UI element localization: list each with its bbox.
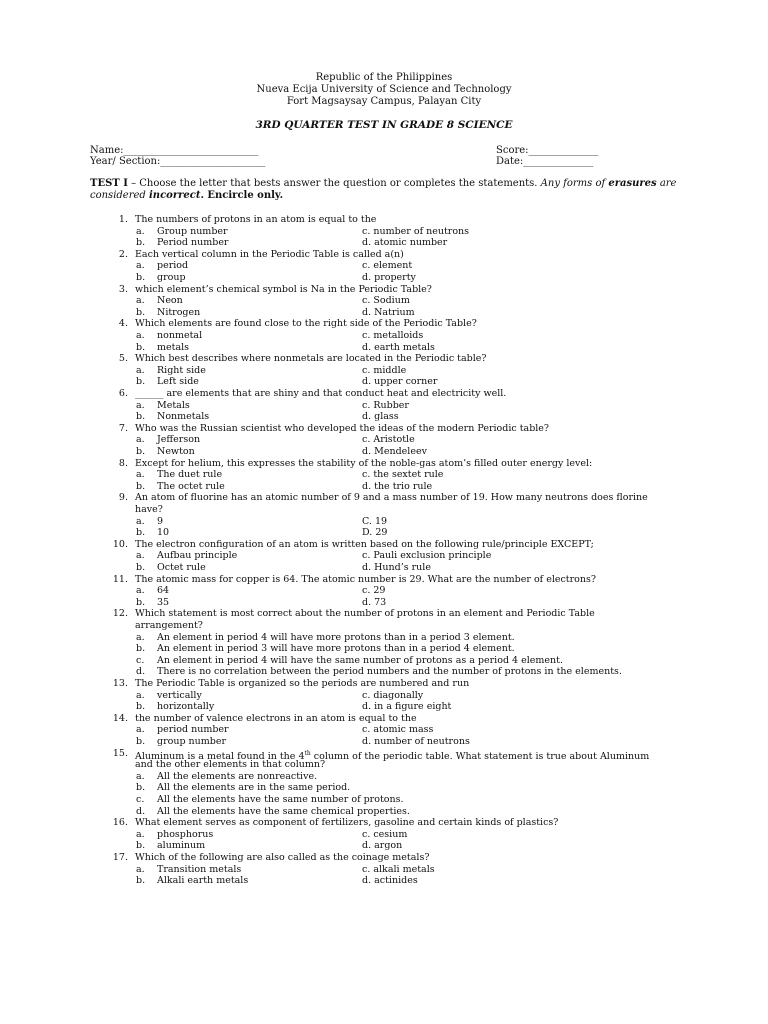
option-text: phosphorus [157, 828, 214, 840]
question-number: 2. [118, 248, 128, 260]
question-text: Which best describes where nonmetals are located in the Periodic table? [135, 353, 487, 365]
option-text: Nonmetals [157, 411, 210, 423]
option-letter: a. [136, 631, 145, 643]
option-text: c. 29 [362, 585, 386, 597]
option-text: Right side [157, 364, 206, 376]
option-letter: a. [136, 399, 145, 411]
option-text: d. actinides [362, 875, 418, 887]
option-text: 35 [157, 596, 170, 608]
option-letter: a. [136, 550, 145, 562]
option-text: period [157, 260, 189, 272]
option-text: horizontally [157, 701, 215, 713]
option-text: d. argon [362, 840, 403, 852]
option-text: c. alkali metals [362, 863, 435, 875]
option-letter: a. [136, 295, 145, 307]
option-text: d. Hund’s rule [362, 562, 431, 573]
option-letter: b. [136, 411, 146, 423]
option-text: d. glass [362, 411, 399, 423]
instructions-erasures: erasures [608, 178, 657, 189]
option-text: Aufbau principle [157, 550, 238, 562]
option-text: Period number [157, 237, 229, 249]
question-text: ______ are elements that are shiny and that conduct heat and electricity well. [135, 388, 507, 399]
question-number: 9. [118, 492, 128, 504]
question-text: What element serves as component of fertilizers, gasoline and certain kinds of plastics? [135, 817, 559, 829]
option-text: An element in period 4 will have more protons than in a period 3 element. [157, 631, 515, 643]
option-letter: b. [136, 782, 146, 794]
option-text: group [157, 272, 186, 283]
option-letter: a. [136, 469, 145, 481]
option-letter: d. [136, 805, 146, 817]
option-text: c. atomic mass [362, 724, 434, 736]
option-letter: a. [136, 364, 145, 376]
question-number: 5. [118, 353, 128, 365]
option-letter: b. [136, 341, 146, 353]
question-text: Which statement is most correct about the number of protons in an element and Periodic Table [135, 608, 595, 620]
question-number: 8. [118, 457, 128, 469]
option-letter: a. [136, 330, 145, 341]
option-text: An element in period 4 will have the same number of protons as a period 4 element. [157, 654, 563, 666]
header-university: Nueva Ecija University of Science and Technology [256, 84, 512, 95]
option-letter: b. [136, 736, 146, 747]
option-text: c. Pauli exclusion principle [362, 550, 492, 562]
option-text: d. in a figure eight [362, 701, 452, 713]
option-text: c. Rubber [362, 399, 409, 411]
option-letter: a. [136, 689, 145, 701]
question-number: 13. [112, 678, 128, 689]
option-letter: b. [136, 237, 146, 249]
name-field: Name:___________________________ [90, 145, 259, 156]
option-text: Metals [157, 399, 190, 411]
option-text: c. Sodium [362, 295, 410, 307]
question-text: the number of valence electrons in an atom is equal to the [135, 712, 417, 724]
option-text: The duet rule [157, 469, 223, 481]
instructions-text: – Choose the letter that bests answer the question or completes the statements. [127, 178, 541, 189]
instructions-italic-b: are considered [90, 178, 677, 201]
option-text: c. the sextet rule [362, 469, 444, 481]
option-text: c. metalloids [362, 330, 424, 341]
option-text: c. cesium [362, 828, 408, 840]
question-number: 6. [118, 388, 128, 399]
option-text: Octet rule [157, 562, 206, 573]
question-text: have? [135, 504, 163, 515]
question-number: 7. [118, 422, 128, 434]
option-letter: a. [136, 828, 145, 840]
date-field: Date:______________ [496, 156, 594, 167]
question-text: arrangement? [135, 620, 203, 631]
option-text: Newton [157, 446, 195, 457]
option-text: period number [157, 724, 229, 736]
option-letter: a. [136, 585, 145, 597]
option-text: c. element [362, 260, 413, 272]
question-number: 17. [112, 852, 128, 863]
option-text: nonmetal [157, 330, 203, 341]
question-text: Except for helium, this expresses the stability of the noble-gas atom’s filled outer energy level: [135, 457, 593, 469]
option-letter: a. [136, 434, 145, 446]
question-number: 11. [112, 573, 128, 585]
option-letter: a. [136, 770, 145, 782]
question-number: 1. [118, 214, 128, 225]
question-text: The Periodic Table is organized so the periods are numbered and run [135, 678, 470, 689]
option-text: c. middle [362, 364, 407, 376]
option-text: Neon [157, 295, 183, 307]
option-text: Transition metals [157, 863, 242, 875]
option-text: c. Aristotle [362, 434, 415, 446]
option-text: The octet rule [157, 480, 225, 492]
header-campus: Fort Magsaysay Campus, Palayan City [286, 96, 482, 107]
score-field: Score:______________ [496, 145, 599, 156]
instructions-incorrect: incorrect [149, 190, 201, 201]
option-text: d. atomic number [362, 237, 448, 249]
option-text: group number [157, 736, 227, 747]
option-letter: b. [136, 272, 146, 283]
question-text: and the other elements in that column? [135, 759, 326, 771]
option-text: vertically [157, 689, 202, 701]
option-text: There is no correlation between the period numbers and the number of protons in the elements. [157, 666, 622, 678]
question-text: The electron configuration of an atom is written based on the following rule/principle EXCEPT; [135, 538, 594, 550]
option-letter: b. [136, 306, 146, 318]
test-label: TEST I [90, 178, 128, 189]
question-text: Each vertical column in the Periodic Table is called a(n) [135, 248, 404, 260]
question-number: 10. [112, 538, 128, 550]
option-text: c. number of neutrons [362, 225, 470, 237]
option-text: d. Natrium [362, 306, 415, 318]
question-text: An atom of fluorine has an atomic number of 9 and a mass number of 19. How many neutrons does florine [135, 492, 648, 504]
year-section-field: Year/ Section:_____________________ [90, 156, 266, 167]
option-letter: b. [136, 643, 146, 655]
option-letter: a. [136, 724, 145, 736]
option-text: Group number [157, 225, 228, 237]
option-text: All the elements have the same number of protons. [157, 794, 404, 805]
test-instructions [90, 178, 690, 202]
option-text: d. earth metals [362, 341, 435, 353]
question-text: Who was the Russian scientist who developed the ideas of the modern Periodic table? [135, 422, 550, 434]
option-letter: c. [136, 794, 145, 805]
option-text: Left side [157, 376, 199, 388]
option-letter: b. [136, 701, 146, 713]
option-text: All the elements are nonreactive. [157, 770, 318, 782]
option-text: All the elements are in the same period. [157, 782, 351, 794]
option-text: d. Mendeleev [362, 446, 427, 457]
option-text: 10 [157, 527, 170, 539]
question-number: 4. [118, 318, 128, 330]
option-text: 64 [157, 585, 170, 597]
option-text: 9 [157, 515, 164, 527]
page-title: 3RD QUARTER TEST IN GRADE 8 SCIENCE [255, 119, 513, 131]
option-text: C. 19 [362, 515, 388, 527]
option-text: d. the trio rule [362, 480, 433, 492]
question-text: which element’s chemical symbol is Na in the Periodic Table? [135, 283, 432, 295]
header-republic: Republic of the Philippines [315, 72, 453, 83]
question-number: 3. [118, 283, 128, 295]
option-letter: b. [136, 840, 146, 852]
question-text: Which elements are found close to the right side of the Periodic Table? [135, 318, 477, 330]
option-text: c. diagonally [362, 689, 424, 701]
question-text: The atomic mass for copper is 64. The atomic number is 29. What are the number of electrons? [135, 573, 596, 585]
option-text: All the elements have the same chemical properties. [157, 805, 410, 817]
option-letter: b. [136, 527, 146, 539]
option-letter: a. [136, 863, 145, 875]
option-letter: a. [136, 225, 145, 237]
option-text: D. 29 [362, 527, 388, 539]
option-letter: b. [136, 480, 146, 492]
option-text: d. 73 [362, 596, 387, 608]
option-letter: b. [136, 596, 146, 608]
option-text: Jefferson [157, 434, 201, 446]
option-letter: b. [136, 376, 146, 388]
option-letter: b. [136, 875, 146, 887]
question-number: 12. [112, 608, 128, 620]
option-text: d. property [362, 272, 416, 283]
question-text: Aluminum is a metal found in the 4th column of the periodic table. What statement is true about Aluminum [135, 749, 650, 762]
question-number: 14. [112, 712, 128, 724]
option-letter: c. [136, 654, 145, 666]
option-text: An element in period 3 will have more protons than in a period 4 element. [157, 643, 515, 655]
option-letter: b. [136, 446, 146, 457]
option-letter: a. [136, 515, 145, 527]
option-text: metals [157, 341, 190, 353]
option-letter: a. [136, 260, 145, 272]
option-text: d. upper corner [362, 376, 438, 388]
option-text: Alkali earth metals [157, 875, 249, 887]
option-text: d. number of neutrons [362, 736, 470, 747]
option-letter: d. [136, 666, 146, 678]
option-letter: b. [136, 562, 146, 573]
instructions-tail: . Encircle only. [200, 190, 284, 201]
option-text: Nitrogen [157, 306, 201, 318]
instructions-italic-a: Any forms of [540, 178, 609, 189]
question-text: Which of the following are also called as the coinage metals? [135, 852, 430, 863]
question-number: 16. [112, 817, 128, 829]
option-text: aluminum [157, 840, 206, 852]
question-text: The numbers of protons in an atom is equal to the [135, 214, 377, 225]
question-number: 15. [112, 747, 128, 759]
